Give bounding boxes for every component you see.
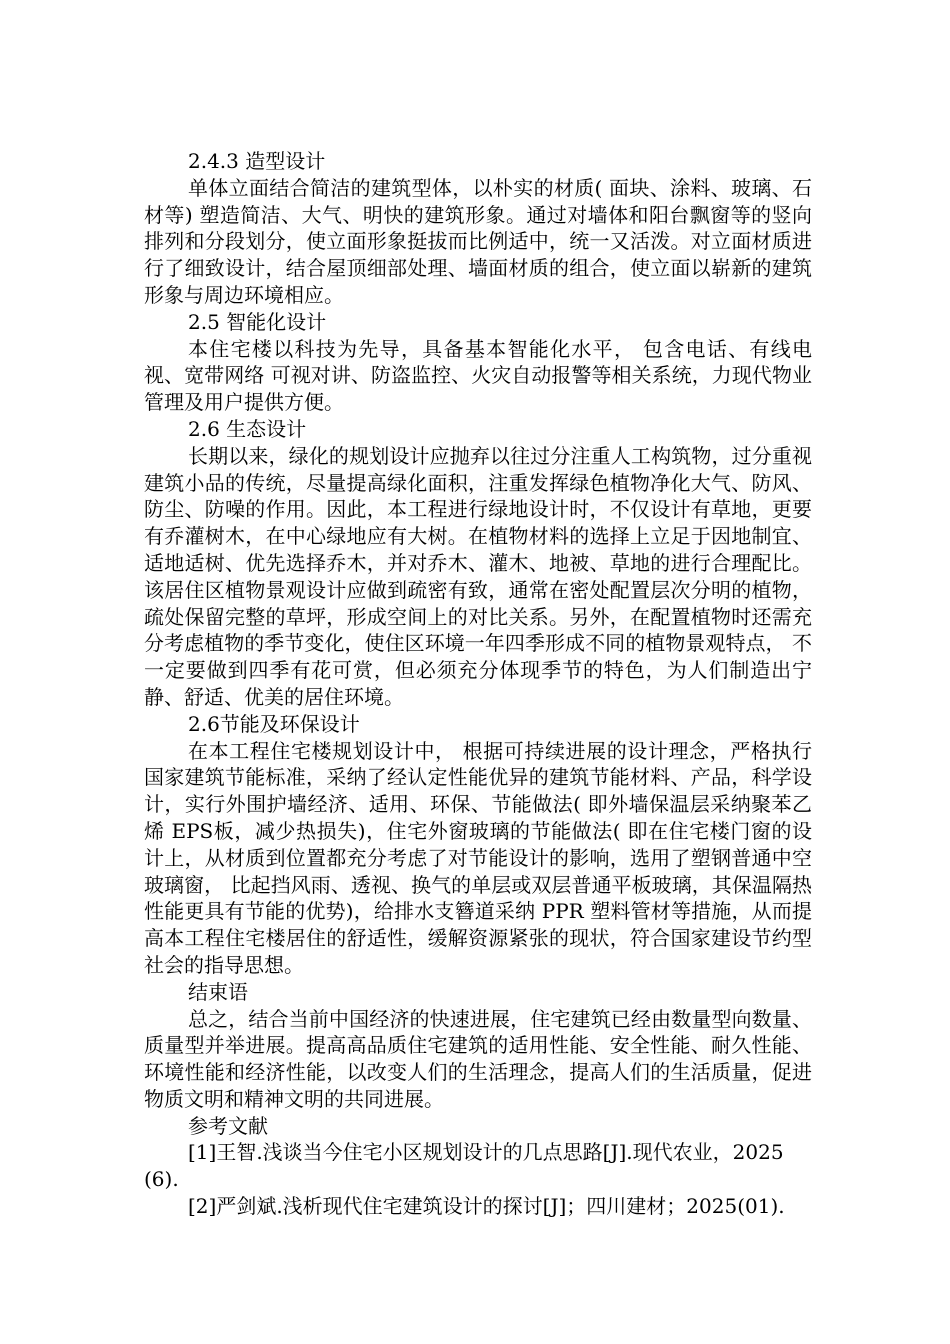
paragraph-conclusion: 总之，结合当前中国经济的快速进展，住宅建筑已经由数量型向数量、质量型并举进展。提高高品质住宅建筑的适用性能、安全性能、耐久性能、环境性能和经济性能，以改变人们的生活理念，提高人们的生活质量，促进物质文明和精神文明的共同进展。 — [144, 1006, 812, 1111]
paragraph-modeling-design: 单体立面结合简洁的建筑型体，以朴实的材质( 面块、涂料、玻璃、石材等) 塑造简洁、大气、明快的建筑形象。通过对墙体和阳台飘窗等的竖向排列和分段划分，使立面形象挺拔而比例适中，统一又活泼。对立面材质进行了细致设计，结合屋顶细部处理、墙面材质的组合，使立面以崭新的建筑形象与周边环境相应。 — [144, 175, 812, 307]
document-body — [144, 148, 812, 1220]
paragraph-ecological-design: 长期以来，绿化的规划设计应抛弃以往过分注重人工构筑物，过分重视建筑小品的传统，尽量提高绿化面积，注重发挥绿色植物净化大气、防风、防尘、防噪的作用。因此，本工程进行绿地设计时，不仅设计有草地，更要有乔灌树木，在中心绿地应有大树。在植物材料的选择上立足于因地制宜、适地适树、优先选择乔木，并对乔木、灌木、地被、草地的进行合理配比。该居住区植物景观设计应做到疏密有致，通常在密处配置层次分明的植物，疏处保留完整的草坪，形成空间上的对比关系。另外，在配置植物时还需充分考虑植物的季节变化，使住区环境一年四季形成不同的植物景观特点， 不一定要做到四季有花可赏，但必须充分体现季节的特色，为人们制造出宁静、舒适、优美的居住环境。 — [144, 443, 812, 709]
section-heading-intelligent-design: 2.5 智能化设计 — [188, 309, 327, 334]
section-heading-modeling-design: 2.4.3 造型设计 — [188, 149, 326, 173]
section-heading-energy-saving-design: 2.6节能及环保设计 — [188, 711, 360, 736]
section-heading-conclusion: 结束语 — [188, 979, 248, 1004]
reference-item-1: [1]王智.浅谈当今住宅小区规划设计的几点思路[J].现代农业，2025(6). — [144, 1140, 784, 1192]
section-heading-references: 参考文献 — [188, 1113, 268, 1138]
paragraph-energy-saving-design: 在本工程住宅楼规划设计中， 根据可持续进展的设计理念，严格执行国家建筑节能标准，采纳了经认定性能优异的建筑节能材料、产品，科学设计，实行外围护墙经济、适用、环保、节能做法( 即外墙保温层采纳聚苯乙烯 EPS板，减少热损失)，住宅外窗玻璃的节能做法( 即在住宅楼门窗的设计上，从材质到位置都充分考虑了对节能设计的影响，选用了塑钢普通中空玻璃窗， 比起挡风雨、透视、换气的单层或双层普通平板玻璃，其保温隔热性能更具有节能的优势)，给排水支簪道采纳 PPR 塑料管材等措施，从而提高本工程住宅楼居住的舒适性，缓解资源紧张的现状，符合国家建设节约型社会的指导思想。 — [144, 738, 812, 977]
section-heading-ecological-design: 2.6 生态设计 — [188, 416, 307, 441]
reference-item-2: [2]严剑斌.浅析现代住宅建筑设计的探讨[J]；四川建材；2025(01). — [188, 1194, 785, 1219]
paragraph-intelligent-design: 本住宅楼以科技为先导，具备基本智能化水平， 包含电话、有线电视、宽带网络 可视对讲、防盗监控、火灾自动报警等相关系统，力现代物业管理及用户提供方便。 — [144, 336, 812, 415]
